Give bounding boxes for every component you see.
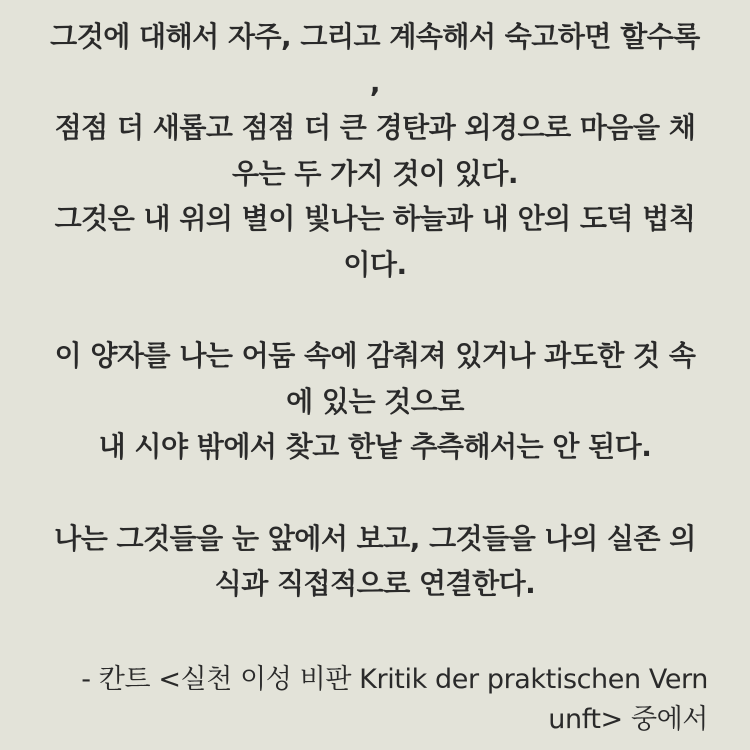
attribution bbox=[81, 660, 708, 740]
paragraph-gap bbox=[30, 470, 720, 516]
quote-line: 식과 직접적으로 연결한다. bbox=[214, 567, 536, 601]
quote-line: 그것에 대해서 자주, 그리고 계속해서 숙고하면 할수록 bbox=[50, 20, 700, 53]
quote-line: 이다. bbox=[343, 247, 407, 281]
quote-line: 이 양자를 나는 어둠 속에 감춰져 있거나 과도한 것 속 bbox=[54, 339, 696, 373]
quote-line: , bbox=[369, 65, 381, 99]
attribution-line: unft> 중에서 bbox=[548, 704, 708, 735]
quote-line: 그것은 내 위의 별이 빛나는 하늘과 내 안의 도덕 법칙 bbox=[54, 202, 696, 236]
quote-paragraph-3 bbox=[30, 516, 720, 607]
quote-paragraph-2 bbox=[30, 333, 720, 470]
quote-line: 에 있는 것으로 bbox=[286, 384, 464, 418]
quote-line: 나는 그것들을 눈 앞에서 보고, 그것들을 나의 실존 의 bbox=[54, 521, 696, 555]
quote-line: 우는 두 가지 것이 있다. bbox=[231, 156, 519, 190]
quote-text bbox=[30, 14, 720, 607]
quote-paragraph-1 bbox=[30, 14, 720, 288]
quote-line: 내 시야 밖에서 찾고 한낱 추측해서는 안 된다. bbox=[98, 430, 652, 464]
quote-line: 점점 더 새롭고 점점 더 큰 경탄과 외경으로 마음을 채 bbox=[54, 111, 696, 145]
paragraph-gap bbox=[30, 288, 720, 334]
attribution-line: - 칸트 <실천 이성 비판 Kritik der praktischen Vern bbox=[81, 664, 708, 695]
